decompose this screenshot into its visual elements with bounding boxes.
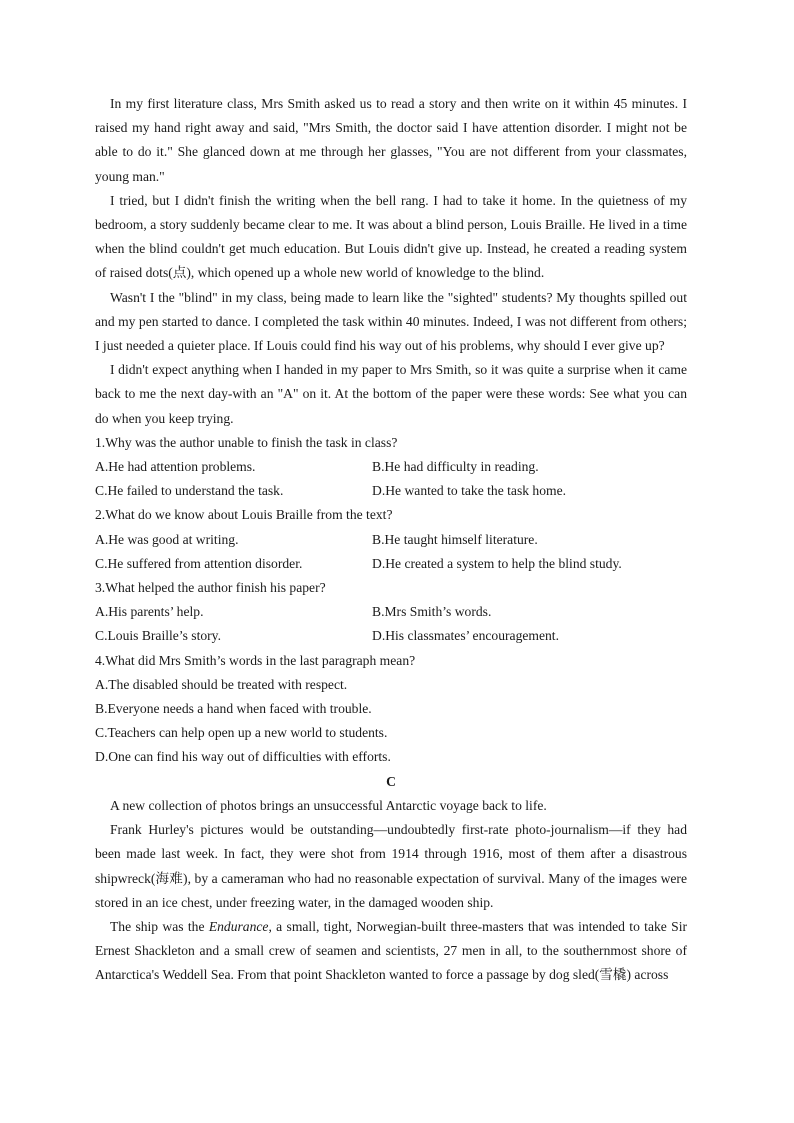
option-a: A.The disabled should be treated with respect.	[95, 676, 348, 692]
question-4	[95, 649, 687, 770]
question-stem: 2.What do we know about Louis Braille from the text?	[95, 507, 393, 523]
paragraph-suffix: , a small, tight, Norwegian-built three-masters that was intended to take Sir Ernest Shackleton and a small crew of seamen and scientists, 27 men in all, to the southernmost shore of Antarctica's Weddell Sea. From that point Shackleton wanted to force a passage by dog sled(雪橇) across	[95, 918, 688, 983]
question-stem: 3.What helped the author finish his paper?	[95, 580, 326, 596]
page-content	[95, 92, 687, 988]
question-stem: 4.What did Mrs Smith’s words in the last paragraph mean?	[95, 652, 416, 668]
question-2	[95, 503, 687, 576]
section-c	[95, 770, 687, 988]
passage-b-paragraph-4: I didn't expect anything when I handed in my paper to Mrs Smith, so it was quite a surprise when it came back to me the next day-with an "A" on it. At the bottom of the paper were these words: See what you can do when you keep trying.	[95, 362, 687, 426]
option-b: B.He taught himself literature.	[372, 531, 538, 547]
question-list	[95, 431, 687, 770]
option-c: C.Louis Braille’s story.	[95, 628, 221, 644]
option-b: B.He had difficulty in reading.	[372, 459, 539, 475]
ship-name: Endurance	[208, 918, 269, 934]
option-row	[95, 600, 687, 624]
option-row	[95, 479, 687, 503]
paragraph-prefix: The ship was the	[110, 918, 209, 934]
option-a: A.He was good at writing.	[95, 531, 239, 547]
question-1	[95, 431, 687, 504]
passage-b-paragraph-2: I tried, but I didn't finish the writing when the bell rang. I had to take it home. In the quietness of my bedroom, a story suddenly became clear to me. It was about a blind person, Louis Braille. He lived in a time when the blind couldn't get much education. But Louis didn't give up. Instead, he created a reading system of raised dots(点), which opened up a whole new world of knowledge to the blind.	[95, 192, 687, 281]
option-row	[95, 624, 687, 648]
option-row	[95, 552, 687, 576]
option-row	[95, 455, 687, 479]
section-heading: C	[386, 773, 396, 789]
option-d: D.He wanted to take the task home.	[372, 483, 567, 499]
section-c-paragraph-1: A new collection of photos brings an unsuccessful Antarctic voyage back to life.	[110, 797, 547, 813]
option-d: D.One can find his way out of difficulties with efforts.	[95, 749, 391, 765]
option-c: C.Teachers can help open up a new world to students.	[95, 725, 388, 741]
option-row	[95, 528, 687, 552]
passage-b	[95, 92, 687, 431]
option-c: C.He suffered from attention disorder.	[95, 555, 303, 571]
section-c-paragraph-2: Frank Hurley's pictures would be outstanding—undoubtedly first-rate photo-journalism—if they had been made last week. In fact, they were shot from 1914 through 1916, most of them after a disastrous shipwreck(海难), by a cameraman who had no reasonable expectation of survival. Many of the images were stored in an ice chest, under freezing water, in the damaged wooden ship.	[95, 822, 687, 910]
option-d: D.His classmates’ encouragement.	[372, 628, 559, 644]
passage-b-paragraph-1: In my first literature class, Mrs Smith asked us to read a story and then write on it within 45 minutes. I raised my hand right away and said, "Mrs Smith, the doctor said I have attention disorder. I might not be able to do it." She glanced down at me through her glasses, "You are not different from your classmates, young man."	[95, 96, 687, 184]
question-3	[95, 576, 687, 649]
option-d: D.He created a system to help the blind study.	[372, 555, 622, 571]
question-stem: 1.Why was the author unable to finish the task in class?	[95, 434, 398, 450]
option-b: B.Everyone needs a hand when faced with trouble.	[95, 701, 372, 717]
option-a: A.He had attention problems.	[95, 459, 256, 475]
option-b: B.Mrs Smith’s words.	[372, 604, 492, 620]
section-c-paragraph-3	[95, 915, 687, 988]
passage-b-paragraph-3: Wasn't I the "blind" in my class, being made to learn like the "sighted" students? My thoughts spilled out and my pen started to dance. I completed the task within 40 minutes. Indeed, I was not different from others; I just needed a quieter place. If Louis could find his way out of his problems, why should I ever give up?	[95, 289, 687, 354]
option-c: C.He failed to understand the task.	[95, 483, 284, 499]
option-a: A.His parents’ help.	[95, 604, 204, 620]
